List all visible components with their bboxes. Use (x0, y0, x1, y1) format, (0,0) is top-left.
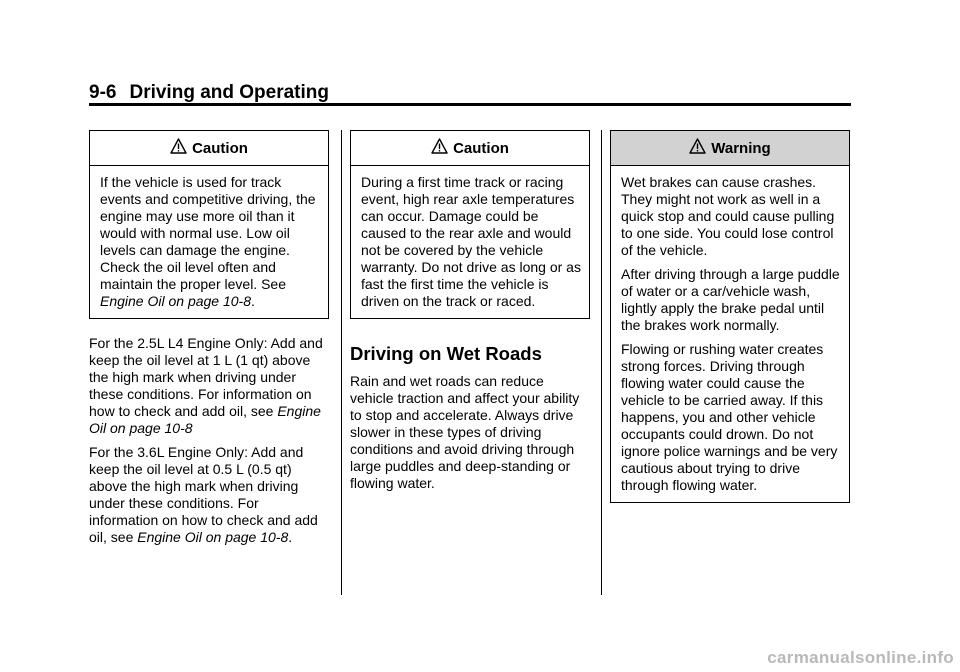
warning-box-title: Warning (611, 131, 849, 166)
warning-text-2: After driving through a large puddle of water or a car/vehicle wash, lightly apply the brake pedal until the brakes work normally. (621, 266, 840, 333)
warning-triangle-icon (689, 138, 706, 154)
page-number: 9-6 (89, 82, 117, 103)
warning-triangle-icon (431, 138, 448, 154)
section-title-header: Driving and Operating (129, 82, 329, 103)
caution-box-oil (89, 130, 329, 319)
caution-text: During a first time track or racing event, high rear axle temperatures can occur. Damage could be caused to the rear axle and would not be covered by the vehicle warranty. Do not drive as long or as fast the first time the vehicle is driven on the track or raced. (361, 174, 581, 309)
caution-box-body (351, 166, 589, 318)
paragraph-wet-roads: Rain and wet roads can reduce vehicle traction and affect your ability to stop and accelerate. Always drive slower in these types of driving conditions and avoid driving through large puddles and deep-standing or flowing water. (350, 373, 580, 491)
column-2 (350, 130, 590, 492)
warning-box-body (611, 166, 849, 502)
caution-box-title: Caution (351, 131, 589, 166)
column-divider (601, 130, 602, 595)
caution-text: If the vehicle is used for track events and competitive driving, the engine may use more oil than it would with normal use. Low oil levels can damage the engine. Check the oil level often and maintain the proper level. See Engine Oil on page 10-8. (100, 174, 316, 309)
caution-box-axle (350, 130, 590, 319)
column-1 (89, 130, 329, 546)
warning-text-1: Wet brakes can cause crashes. They might not work as well in a quick stop and could cause pulling to one side. You could lose control of the vehicle. (621, 174, 835, 258)
warning-text-3: Flowing or rushing water creates strong forces. Driving through flowing water could cause the vehicle to be carried away. If this happens, you and other vehicle occupants could drown. Do not ignore police warnings and be very cautious about trying to drive through flowing water. (621, 341, 838, 493)
engine-oil-reference[interactable]: Engine Oil on page 10-8 (89, 403, 321, 436)
paragraph-36l-engine: For the 3.6L Engine Only: Add and keep the oil level at 0.5 L (0.5 qt) above the high mark when driving under these conditions. For information on how to check and add oil, see Engine Oil on page 10-8. (89, 444, 318, 545)
engine-oil-reference[interactable]: Engine Oil on page 10-8 (100, 293, 251, 309)
warning-triangle-icon (170, 138, 187, 154)
paragraph-l4-engine: For the 2.5L L4 Engine Only: Add and keep the oil level at 1 L (1 qt) above the high mark when driving under these conditions. For information on how to check and add oil, see Engine Oil on page 10-8 (89, 335, 323, 436)
column-divider (341, 130, 342, 595)
header-rule (89, 103, 851, 106)
caution-box-body (90, 166, 328, 318)
caution-box-title: Caution (90, 131, 328, 166)
column-3 (610, 130, 850, 503)
engine-oil-reference[interactable]: Engine Oil on page 10-8 (137, 529, 289, 545)
watermark: carmanualsonline.info (767, 648, 954, 667)
page-header (89, 82, 329, 104)
section-heading: Driving on Wet Roads (350, 343, 542, 364)
warning-box-wet-brakes (610, 130, 850, 503)
